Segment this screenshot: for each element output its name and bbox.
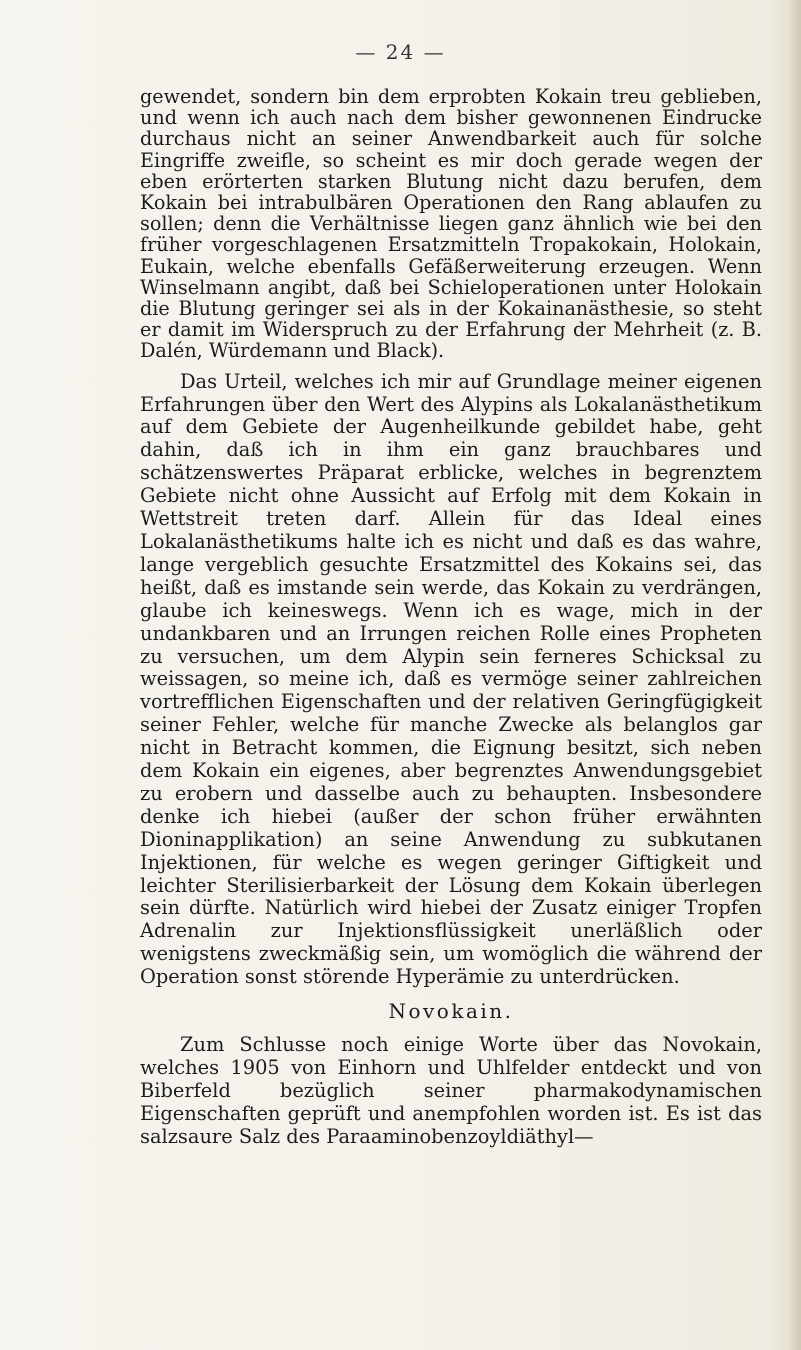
paragraph-1: gewendet, sondern bin dem erprobten Kokain treu geblieben, und wenn ich auch nach dem bisher gewonnenen Eindrucke durchaus nicht an seiner Anwendbarkeit auch für solche Eingriffe zweifle, so scheint es mir doch gerade wegen der eben erörterten starken Blutung nicht dazu berufen, dem Kokain bei intrabulbären Operationen den Rang ablaufen zu sollen; denn die Verhältnisse liegen ganz ähnlich wie bei den früher vorgeschlagenen Ersatzmitteln Tropakokain, Holokain, Eukain, welche ebenfalls Gefäßerweiterung erzeugen. Wenn Winselmann angibt, daß bei Schieloperationen unter Holokain die Blutung geringer sei als in der Kokainanästhesie, so steht er damit im Widerspruch zu der Erfahrung der Mehrheit (z. B. Dalén, Würdemann und Black).: [140, 85, 762, 363]
paragraph-2: Das Urteil, welches ich mir auf Grundlage meiner eigenen Erfahrungen über den Wert des Alypins als Lokalanästhetikum auf dem Gebiete der Augenheilkunde gebildet habe, geht dahin, daß ich in ihm ein ganz brauchbares und schätzenswertes Präparat erblicke, welches in begrenztem Gebiete nicht ohne Aussicht auf Erfolg mit dem Kokain in Wettstreit treten darf. Allein für das Ideal eines Lokalanästhetikums halte ich es nicht und daß es das wahre, lange vergeblich gesuchte Ersatzmittel des Kokains sei, das heißt, daß es imstande sein werde, das Kokain zu verdrängen, glaube ich keineswegs. Wenn ich es wage, mich in der undankbaren und an Irrungen reichen Rolle eines Propheten zu versuchen, um dem Alypin sein ferneres Schicksal zu weissagen, so meine ich, daß es vermöge seiner zahlreichen vortrefflichen Eigenschaften und der relativen Geringfügigkeit seiner Fehler, welche für manche Zwecke als belanglos gar nicht in Betracht kommen, die Eignung besitzt, sich neben dem Kokain ein eigenes, aber begrenztes Anwendungsgebiet zu erobern und dasselbe auch zu behaupten. Insbesondere denke ich hiebei (außer der schon früher erwähnten Dioninapplikation) an seine Anwendung zu subkutanen Injektionen, für welche es wegen geringer Giftigkeit und leichter Sterilisierbarkeit der Lösung dem Kokain überlegen sein dürfte. Natürlich wird hiebei der Zusatz einiger Tropfen Adrenalin zur Injektionsflüssigkeit unerläßlich oder wenigstens zweckmäßig sein, um womöglich die während der Operation sonst störende Hyperämie zu unterdrücken.: [140, 369, 762, 989]
page-number: — 24 —: [355, 40, 446, 64]
page-edge-shadow: [787, 0, 801, 1350]
page-body: [140, 86, 762, 1149]
section-heading-novokain: Novokain.: [388, 999, 514, 1024]
paragraph-3: Zum Schlusse noch einige Worte über das Novokain, welches 1905 von Einhorn und Uhlfelder entdeckt und von Biberfeld bezüglich seiner pharmakodynamischen Eigenschaften geprüft und anempfohlen worden ist. Es ist das salzsaure Salz des Paraaminobenzoyldiäthyl—: [140, 1033, 762, 1148]
